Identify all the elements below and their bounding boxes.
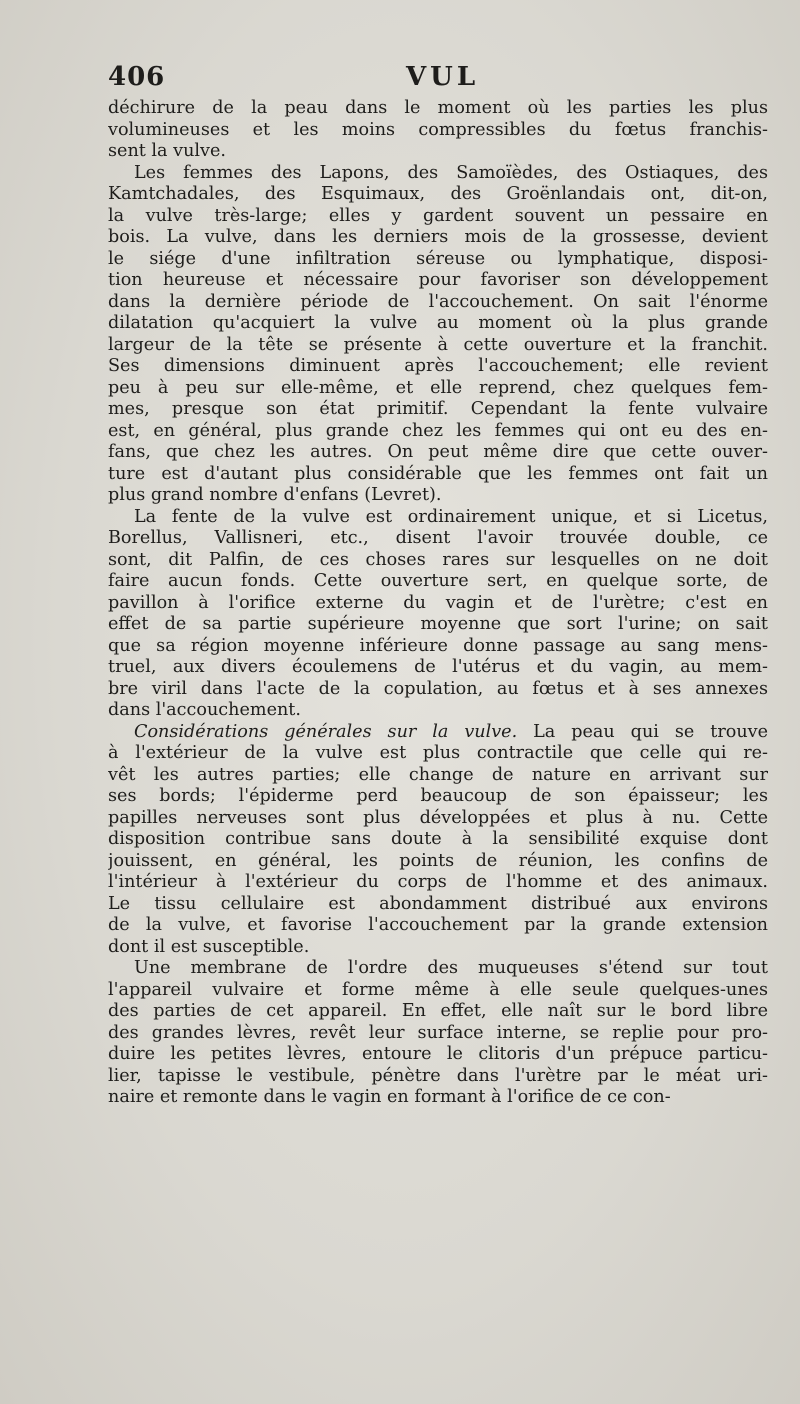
text-line: sent la vulve.	[108, 141, 226, 161]
body-text	[108, 98, 768, 1109]
text-line: des grandes lèvres, revêt leur surface interne, se replie pour pro-	[108, 1022, 768, 1043]
text-line: Ses dimensions diminuent après l'accouchement; elle revient	[108, 356, 768, 376]
text-line: truel, aux divers écoulemens de l'utérus et du vagin, au mem-	[108, 657, 768, 677]
text-line: dont il est susceptible.	[108, 936, 310, 957]
text-line: le siége d'une infiltration séreuse ou lymphatique, disposi-	[108, 248, 768, 269]
text-line: papilles nerveuses sont plus développées et plus à nu. Cette	[108, 807, 768, 828]
text-line: dans l'accouchement.	[108, 700, 301, 720]
text-line: lier, tapisse le vestibule, pénètre dans l'urètre par le méat uri-	[108, 1065, 768, 1086]
text-line: l'intérieur à l'extérieur du corps de l'homme et des animaux.	[108, 872, 768, 892]
paragraph	[108, 722, 768, 959]
paragraph	[108, 958, 768, 1109]
line-text: La peau qui se trouve	[517, 721, 768, 742]
text-line: vêt les autres parties; elle change de nature en arrivant sur	[108, 764, 768, 785]
text-line: fans, que chez les autres. On peut même dire que cette ouver-	[108, 442, 768, 462]
text-line: Une membrane de l'ordre des muqueuses s'étend sur tout	[134, 958, 768, 978]
text-line: des parties de cet appareil. En effet, elle naît sur le bord libre	[108, 1001, 768, 1021]
text-line: sont, dit Palfin, de ces choses rares sur lesquelles on ne doit	[108, 549, 768, 570]
text-line: mes, presque son état primitif. Cependant la fente vulvaire	[108, 399, 768, 419]
italic-heading: Considérations générales sur la vulve.	[134, 721, 518, 742]
text-line: naire et remonte dans le vagin en formant à l'orifice de ce con-	[108, 1087, 671, 1107]
text-line: à l'extérieur de la vulve est plus contractile que celle qui re-	[108, 743, 768, 763]
text-line: dans la dernière période de l'accouchement. On sait l'énorme	[108, 291, 768, 312]
text-line: bre viril dans l'acte de la copulation, au fœtus et à ses annexes	[108, 678, 768, 699]
text-line	[108, 722, 768, 744]
text-line: pavillon à l'orifice externe du vagin et de l'urètre; c'est en	[108, 592, 768, 613]
paragraph	[108, 163, 768, 507]
text-line: la vulve très-large; elles y gardent souvent un pessaire en	[108, 205, 768, 226]
text-line: bois. La vulve, dans les derniers mois de la grossesse, devient	[108, 227, 768, 247]
paragraph	[108, 507, 768, 722]
text-line: que sa région moyenne inférieure donne passage au sang mens-	[108, 635, 768, 656]
text-line: Les femmes des Lapons, des Samoïèdes, des Ostiaques, des	[134, 162, 768, 183]
text-line: Kamtchadales, des Esquimaux, des Groënlandais ont, dit-on,	[108, 184, 768, 204]
text-line: Le tissu cellulaire est abondamment distribué aux environs	[108, 893, 768, 914]
text-line: plus grand nombre d'enfans (Levret).	[108, 485, 442, 505]
text-line: l'appareil vulvaire et forme même à elle seule quelques-unes	[108, 979, 768, 1000]
text-line: volumineuses et les moins compressibles du fœtus franchis-	[108, 119, 768, 140]
text-line: tion heureuse et nécessaire pour favoriser son développement	[108, 270, 768, 290]
text-line: duire les petites lèvres, entoure le clitoris d'un prépuce particu-	[108, 1044, 768, 1064]
text-line: dilatation qu'acquiert la vulve au moment où la plus grande	[108, 313, 768, 333]
text-line: ses bords; l'épiderme perd beaucoup de son épaisseur; les	[108, 786, 768, 806]
text-line: de la vulve, et favorise l'accouchement par la grande extension	[108, 915, 768, 935]
text-line: faire aucun fonds. Cette ouverture sert, en quelque sorte, de	[108, 571, 768, 591]
text-line: Borellus, Vallisneri, etc., disent l'avoir trouvée double, ce	[108, 528, 768, 548]
text-line: largeur de la tête se présente à cette ouverture et la franchit.	[108, 334, 768, 355]
page-number: 406	[108, 62, 166, 92]
text-line: disposition contribue sans doute à la sensibilité exquise dont	[108, 829, 768, 849]
text-line: effet de sa partie supérieure moyenne que sort l'urine; on sait	[108, 614, 768, 634]
running-head: VUL	[406, 62, 480, 92]
text-line: déchirure de la peau dans le moment où les parties les plus	[108, 98, 768, 118]
text-line: La fente de la vulve est ordinairement unique, et si Licetus,	[134, 506, 768, 527]
paragraph	[108, 98, 768, 163]
text-line: peu à peu sur elle-même, et elle reprend, chez quelques fem-	[108, 377, 768, 398]
text-line: jouissent, en général, les points de réunion, les confins de	[108, 850, 768, 871]
text-line: est, en général, plus grande chez les femmes qui ont eu des en-	[108, 420, 768, 441]
page-header	[108, 62, 768, 98]
text-line: ture est d'autant plus considérable que les femmes ont fait un	[108, 463, 768, 484]
